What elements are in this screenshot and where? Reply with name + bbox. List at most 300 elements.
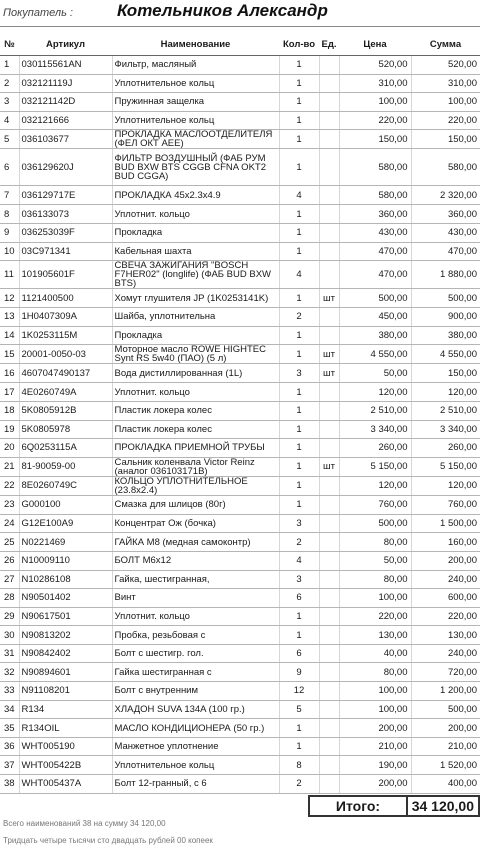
row-number: 1 bbox=[0, 56, 19, 75]
row-number: 30 bbox=[0, 626, 19, 645]
row-price: 470,00 bbox=[339, 242, 411, 261]
row-unit bbox=[319, 570, 339, 589]
row-price: 220,00 bbox=[339, 607, 411, 626]
row-unit bbox=[319, 93, 339, 112]
row-number: 3 bbox=[0, 93, 19, 112]
row-sum: 240,00 bbox=[411, 570, 480, 589]
row-sum: 220,00 bbox=[411, 607, 480, 626]
row-unit bbox=[319, 439, 339, 458]
row-price: 500,00 bbox=[339, 289, 411, 308]
row-price: 470,00 bbox=[339, 261, 411, 289]
row-price: 3 340,00 bbox=[339, 420, 411, 439]
row-qty: 1 bbox=[279, 205, 319, 224]
row-sum: 380,00 bbox=[411, 326, 480, 345]
row-sum: 2 510,00 bbox=[411, 401, 480, 420]
row-number: 2 bbox=[0, 74, 19, 93]
table-row bbox=[0, 149, 480, 186]
row-name: Уплотнительное кольц bbox=[112, 111, 279, 130]
row-number: 21 bbox=[0, 457, 19, 476]
row-article: 8E0260749C bbox=[19, 476, 112, 495]
row-unit bbox=[319, 420, 339, 439]
table-row bbox=[0, 551, 480, 570]
table-row bbox=[0, 420, 480, 439]
footer-summary: Всего наименований 38 на сумму 34 120,00 bbox=[3, 819, 166, 828]
row-article: 101905601F bbox=[19, 261, 112, 289]
row-qty: 1 bbox=[279, 457, 319, 476]
row-sum: 200,00 bbox=[411, 551, 480, 570]
row-sum: 130,00 bbox=[411, 626, 480, 645]
total-box bbox=[308, 795, 480, 817]
row-name: Прокладка bbox=[112, 326, 279, 345]
row-price: 50,00 bbox=[339, 551, 411, 570]
row-sum: 1 500,00 bbox=[411, 514, 480, 533]
row-article: 1H0407309A bbox=[19, 308, 112, 327]
row-qty: 1 bbox=[279, 719, 319, 738]
row-sum: 210,00 bbox=[411, 737, 480, 756]
row-price: 120,00 bbox=[339, 383, 411, 402]
table-row bbox=[0, 700, 480, 719]
row-unit bbox=[319, 495, 339, 514]
row-price: 310,00 bbox=[339, 74, 411, 93]
table-row bbox=[0, 223, 480, 242]
row-article: 4E0260749A bbox=[19, 383, 112, 402]
row-name: Фильтр, масляный bbox=[112, 56, 279, 75]
row-sum: 100,00 bbox=[411, 93, 480, 112]
row-qty: 1 bbox=[279, 326, 319, 345]
row-price: 150,00 bbox=[339, 130, 411, 149]
table-row bbox=[0, 457, 480, 476]
table-row bbox=[0, 607, 480, 626]
row-sum: 220,00 bbox=[411, 111, 480, 130]
row-unit: шт bbox=[319, 364, 339, 383]
col-header-unit: Ед. bbox=[319, 34, 339, 56]
row-number: 26 bbox=[0, 551, 19, 570]
row-price: 450,00 bbox=[339, 308, 411, 327]
row-unit bbox=[319, 186, 339, 205]
buyer-header bbox=[0, 0, 480, 27]
row-unit bbox=[319, 130, 339, 149]
row-sum: 200,00 bbox=[411, 719, 480, 738]
total-label: Итого: bbox=[310, 797, 408, 815]
row-name: Концентрат Ож (бочка) bbox=[112, 514, 279, 533]
row-article: 036129717E bbox=[19, 186, 112, 205]
row-unit bbox=[319, 261, 339, 289]
row-name: Пробка, резьбовая с bbox=[112, 626, 279, 645]
row-number: 34 bbox=[0, 700, 19, 719]
table-row bbox=[0, 401, 480, 420]
row-qty: 3 bbox=[279, 514, 319, 533]
row-qty: 1 bbox=[279, 383, 319, 402]
row-article: 032121666 bbox=[19, 111, 112, 130]
row-article: N90617501 bbox=[19, 607, 112, 626]
table-row bbox=[0, 289, 480, 308]
row-qty: 1 bbox=[279, 242, 319, 261]
row-price: 4 550,00 bbox=[339, 345, 411, 364]
row-unit bbox=[319, 737, 339, 756]
table-row bbox=[0, 682, 480, 701]
row-price: 380,00 bbox=[339, 326, 411, 345]
row-name: Хомут глушителя JP (1K0253141K) bbox=[112, 289, 279, 308]
row-price: 100,00 bbox=[339, 700, 411, 719]
table-row bbox=[0, 242, 480, 261]
row-sum: 150,00 bbox=[411, 130, 480, 149]
row-article: R134OIL bbox=[19, 719, 112, 738]
row-price: 360,00 bbox=[339, 205, 411, 224]
row-number: 13 bbox=[0, 308, 19, 327]
row-qty: 1 bbox=[279, 439, 319, 458]
row-qty: 1 bbox=[279, 607, 319, 626]
row-number: 18 bbox=[0, 401, 19, 420]
row-unit bbox=[319, 56, 339, 75]
table-row bbox=[0, 364, 480, 383]
table-row bbox=[0, 589, 480, 608]
row-unit bbox=[319, 644, 339, 663]
row-qty: 6 bbox=[279, 644, 319, 663]
row-sum: 1 880,00 bbox=[411, 261, 480, 289]
row-price: 80,00 bbox=[339, 663, 411, 682]
row-number: 28 bbox=[0, 589, 19, 608]
row-sum: 310,00 bbox=[411, 74, 480, 93]
row-article: 032121119J bbox=[19, 74, 112, 93]
row-unit bbox=[319, 326, 339, 345]
row-sum: 3 340,00 bbox=[411, 420, 480, 439]
row-name: Гайка шестигранная с bbox=[112, 663, 279, 682]
row-unit bbox=[319, 663, 339, 682]
row-number: 6 bbox=[0, 149, 19, 186]
row-name: Кабельная шахта bbox=[112, 242, 279, 261]
col-header-name: Наименование bbox=[112, 34, 279, 56]
row-name: Пружинная защелка bbox=[112, 93, 279, 112]
row-unit bbox=[319, 589, 339, 608]
table-row bbox=[0, 533, 480, 552]
row-number: 11 bbox=[0, 261, 19, 289]
buyer-name: Котельников Александр bbox=[117, 1, 328, 20]
col-header-qty: Кол-во bbox=[279, 34, 319, 56]
row-price: 50,00 bbox=[339, 364, 411, 383]
table-row bbox=[0, 495, 480, 514]
row-article: 032121142D bbox=[19, 93, 112, 112]
row-unit bbox=[319, 401, 339, 420]
row-sum: 160,00 bbox=[411, 533, 480, 552]
row-price: 80,00 bbox=[339, 533, 411, 552]
row-name: Прокладка bbox=[112, 223, 279, 242]
row-unit bbox=[319, 74, 339, 93]
row-article: 030115561AN bbox=[19, 56, 112, 75]
row-number: 8 bbox=[0, 205, 19, 224]
row-sum: 580,00 bbox=[411, 149, 480, 186]
row-number: 4 bbox=[0, 111, 19, 130]
table-body bbox=[0, 56, 480, 794]
table-row bbox=[0, 186, 480, 205]
table-row bbox=[0, 476, 480, 495]
row-qty: 6 bbox=[279, 589, 319, 608]
row-qty: 1 bbox=[279, 345, 319, 364]
row-number: 35 bbox=[0, 719, 19, 738]
row-sum: 150,00 bbox=[411, 364, 480, 383]
row-name: Пластик локера колес bbox=[112, 420, 279, 439]
row-number: 17 bbox=[0, 383, 19, 402]
row-qty: 8 bbox=[279, 756, 319, 775]
table-row bbox=[0, 111, 480, 130]
row-name: Уплотнительное кольц bbox=[112, 756, 279, 775]
row-number: 31 bbox=[0, 644, 19, 663]
row-price: 760,00 bbox=[339, 495, 411, 514]
row-qty: 9 bbox=[279, 663, 319, 682]
table-row bbox=[0, 626, 480, 645]
row-number: 38 bbox=[0, 775, 19, 794]
row-price: 2 510,00 bbox=[339, 401, 411, 420]
table-row bbox=[0, 261, 480, 289]
row-unit: шт bbox=[319, 457, 339, 476]
row-sum: 240,00 bbox=[411, 644, 480, 663]
table-row bbox=[0, 756, 480, 775]
row-article: N10009110 bbox=[19, 551, 112, 570]
table-row bbox=[0, 130, 480, 149]
row-article: N90894601 bbox=[19, 663, 112, 682]
table-row bbox=[0, 383, 480, 402]
row-unit bbox=[319, 149, 339, 186]
row-qty: 1 bbox=[279, 223, 319, 242]
table-row bbox=[0, 205, 480, 224]
row-unit bbox=[319, 719, 339, 738]
row-price: 200,00 bbox=[339, 719, 411, 738]
table-row bbox=[0, 514, 480, 533]
row-number: 7 bbox=[0, 186, 19, 205]
row-article: N90501402 bbox=[19, 589, 112, 608]
row-sum: 120,00 bbox=[411, 476, 480, 495]
row-price: 100,00 bbox=[339, 682, 411, 701]
row-article: N10286108 bbox=[19, 570, 112, 589]
row-price: 220,00 bbox=[339, 111, 411, 130]
row-sum: 720,00 bbox=[411, 663, 480, 682]
row-name: БОЛТ М6х12 bbox=[112, 551, 279, 570]
row-unit bbox=[319, 223, 339, 242]
row-article: R134 bbox=[19, 700, 112, 719]
total-value: 34 120,00 bbox=[411, 798, 474, 814]
row-article: WHT005422B bbox=[19, 756, 112, 775]
row-unit bbox=[319, 514, 339, 533]
row-article: 03C971341 bbox=[19, 242, 112, 261]
row-qty: 4 bbox=[279, 261, 319, 289]
buyer-label: Покупатель : bbox=[3, 7, 73, 19]
row-article: 1K0253115M bbox=[19, 326, 112, 345]
row-qty: 3 bbox=[279, 570, 319, 589]
row-number: 15 bbox=[0, 345, 19, 364]
row-article: WHT005190 bbox=[19, 737, 112, 756]
row-price: 40,00 bbox=[339, 644, 411, 663]
row-name: Уплотнит. кольцо bbox=[112, 205, 279, 224]
row-sum: 4 550,00 bbox=[411, 345, 480, 364]
row-name: ПРОКЛАДКА 45х2.3х4.9 bbox=[112, 186, 279, 205]
row-number: 29 bbox=[0, 607, 19, 626]
row-qty: 1 bbox=[279, 495, 319, 514]
row-unit bbox=[319, 775, 339, 794]
row-name: ПРОКЛАДКА ПРИЕМНОЙ ТРУБЫ bbox=[112, 439, 279, 458]
table-row bbox=[0, 439, 480, 458]
table-row bbox=[0, 93, 480, 112]
row-unit bbox=[319, 626, 339, 645]
row-qty: 5 bbox=[279, 700, 319, 719]
row-qty: 2 bbox=[279, 308, 319, 327]
row-qty: 12 bbox=[279, 682, 319, 701]
row-qty: 1 bbox=[279, 737, 319, 756]
row-article: 5K0805912B bbox=[19, 401, 112, 420]
row-article: 036129620J bbox=[19, 149, 112, 186]
row-qty: 1 bbox=[279, 111, 319, 130]
row-price: 80,00 bbox=[339, 570, 411, 589]
row-price: 100,00 bbox=[339, 93, 411, 112]
row-name: Гайка, шестигранная, bbox=[112, 570, 279, 589]
row-article: 036253039F bbox=[19, 223, 112, 242]
row-number: 27 bbox=[0, 570, 19, 589]
row-name: МАСЛО КОНДИЦИОНЕРА (50 гр.) bbox=[112, 719, 279, 738]
row-qty: 1 bbox=[279, 149, 319, 186]
row-name: Пластик локера колес bbox=[112, 401, 279, 420]
row-price: 580,00 bbox=[339, 149, 411, 186]
table-header-row bbox=[0, 34, 480, 56]
row-number: 16 bbox=[0, 364, 19, 383]
row-name: ФИЛЬТР ВОЗДУШНЫЙ (ФАБ РУМ BUD BXW BTS CGGB CFNA OKT2 BUD CGGA) bbox=[112, 149, 279, 186]
row-number: 19 bbox=[0, 420, 19, 439]
invoice-table bbox=[0, 34, 480, 794]
row-number: 37 bbox=[0, 756, 19, 775]
row-unit bbox=[319, 551, 339, 570]
row-number: 14 bbox=[0, 326, 19, 345]
row-unit bbox=[319, 111, 339, 130]
row-sum: 1 200,00 bbox=[411, 682, 480, 701]
row-name: СВЕЧА ЗАЖИГАНИЯ "BOSCH F7HER02" (longlife) (ФАБ BUD BXW BTS) bbox=[112, 261, 279, 289]
row-sum: 500,00 bbox=[411, 289, 480, 308]
table-row bbox=[0, 775, 480, 794]
row-number: 33 bbox=[0, 682, 19, 701]
row-name: Вода дистиллированная (1L) bbox=[112, 364, 279, 383]
row-price: 500,00 bbox=[339, 514, 411, 533]
row-unit bbox=[319, 700, 339, 719]
row-article: WHT005437A bbox=[19, 775, 112, 794]
row-sum: 430,00 bbox=[411, 223, 480, 242]
row-name: КОЛЬЦО УПЛОТНИТЕЛЬНОЕ (23.8х2.4) bbox=[112, 476, 279, 495]
row-article: G12E100A9 bbox=[19, 514, 112, 533]
table-row bbox=[0, 345, 480, 364]
row-sum: 600,00 bbox=[411, 589, 480, 608]
row-price: 200,00 bbox=[339, 775, 411, 794]
row-price: 260,00 bbox=[339, 439, 411, 458]
row-article: 20001-0050-03 bbox=[19, 345, 112, 364]
row-qty: 4 bbox=[279, 186, 319, 205]
row-number: 20 bbox=[0, 439, 19, 458]
row-number: 10 bbox=[0, 242, 19, 261]
row-sum: 900,00 bbox=[411, 308, 480, 327]
row-qty: 1 bbox=[279, 289, 319, 308]
row-unit: шт bbox=[319, 345, 339, 364]
row-price: 120,00 bbox=[339, 476, 411, 495]
table-row bbox=[0, 308, 480, 327]
table-row bbox=[0, 719, 480, 738]
row-qty: 1 bbox=[279, 130, 319, 149]
row-price: 5 150,00 bbox=[339, 457, 411, 476]
row-name: Манжетное уплотнение bbox=[112, 737, 279, 756]
row-article: N91108201 bbox=[19, 682, 112, 701]
row-name: Болт с внутренним bbox=[112, 682, 279, 701]
row-name: ГАЙКА М8 (медная самоконтр) bbox=[112, 533, 279, 552]
row-article: 6Q0253115A bbox=[19, 439, 112, 458]
row-name: Шайба, уплотнительна bbox=[112, 308, 279, 327]
row-name: Болт с шестигр. гол. bbox=[112, 644, 279, 663]
row-unit bbox=[319, 205, 339, 224]
row-sum: 400,00 bbox=[411, 775, 480, 794]
row-article: N90813202 bbox=[19, 626, 112, 645]
row-price: 190,00 bbox=[339, 756, 411, 775]
row-number: 9 bbox=[0, 223, 19, 242]
row-unit: шт bbox=[319, 289, 339, 308]
row-name: Винт bbox=[112, 589, 279, 608]
row-article: 4607047490137 bbox=[19, 364, 112, 383]
row-name: ПРОКЛАДКА МАСЛООТДЕЛИТЕЛЯ (ФЕЛ ОКТ АЕЕ) bbox=[112, 130, 279, 149]
row-article: N90842402 bbox=[19, 644, 112, 663]
row-name: Болт 12-гранный, с 6 bbox=[112, 775, 279, 794]
row-article: 1121400500 bbox=[19, 289, 112, 308]
col-header-price: Цена bbox=[339, 34, 411, 56]
row-unit bbox=[319, 242, 339, 261]
row-article: 036133073 bbox=[19, 205, 112, 224]
row-qty: 1 bbox=[279, 401, 319, 420]
row-sum: 500,00 bbox=[411, 700, 480, 719]
table-row bbox=[0, 74, 480, 93]
row-name: Моторное масло ROWE HIGHTEC Synt RS 5w40 (ПАО) (5 л) bbox=[112, 345, 279, 364]
row-unit bbox=[319, 308, 339, 327]
table-row bbox=[0, 663, 480, 682]
row-sum: 5 150,00 bbox=[411, 457, 480, 476]
row-name: Смазка для шлицов (80г) bbox=[112, 495, 279, 514]
col-header-number: № bbox=[0, 34, 19, 56]
row-sum: 360,00 bbox=[411, 205, 480, 224]
row-qty: 1 bbox=[279, 476, 319, 495]
row-price: 520,00 bbox=[339, 56, 411, 75]
row-qty: 3 bbox=[279, 364, 319, 383]
row-number: 32 bbox=[0, 663, 19, 682]
row-sum: 470,00 bbox=[411, 242, 480, 261]
row-price: 580,00 bbox=[339, 186, 411, 205]
row-name: Сальник коленвала Victor Reinz (аналог 036103171B) bbox=[112, 457, 279, 476]
row-price: 430,00 bbox=[339, 223, 411, 242]
row-sum: 1 520,00 bbox=[411, 756, 480, 775]
row-qty: 1 bbox=[279, 626, 319, 645]
col-header-sum: Сумма bbox=[411, 34, 480, 56]
row-unit bbox=[319, 682, 339, 701]
row-unit bbox=[319, 533, 339, 552]
row-qty: 4 bbox=[279, 551, 319, 570]
row-name: ХЛАДОН SUVA 134A (100 гр.) bbox=[112, 700, 279, 719]
table-row bbox=[0, 56, 480, 75]
row-article: G000100 bbox=[19, 495, 112, 514]
row-number: 5 bbox=[0, 130, 19, 149]
row-qty: 1 bbox=[279, 74, 319, 93]
row-unit bbox=[319, 383, 339, 402]
footer-amount-in-words: Тридцать четыре тысячи сто двадцать рублей 00 копеек bbox=[3, 836, 213, 845]
table-row bbox=[0, 570, 480, 589]
row-name: Уплотнит. кольцо bbox=[112, 607, 279, 626]
row-number: 25 bbox=[0, 533, 19, 552]
row-price: 100,00 bbox=[339, 589, 411, 608]
row-qty: 1 bbox=[279, 420, 319, 439]
row-sum: 520,00 bbox=[411, 56, 480, 75]
row-article: N0221469 bbox=[19, 533, 112, 552]
row-sum: 260,00 bbox=[411, 439, 480, 458]
row-sum: 760,00 bbox=[411, 495, 480, 514]
row-article: 036103677 bbox=[19, 130, 112, 149]
row-qty: 2 bbox=[279, 775, 319, 794]
row-sum: 120,00 bbox=[411, 383, 480, 402]
